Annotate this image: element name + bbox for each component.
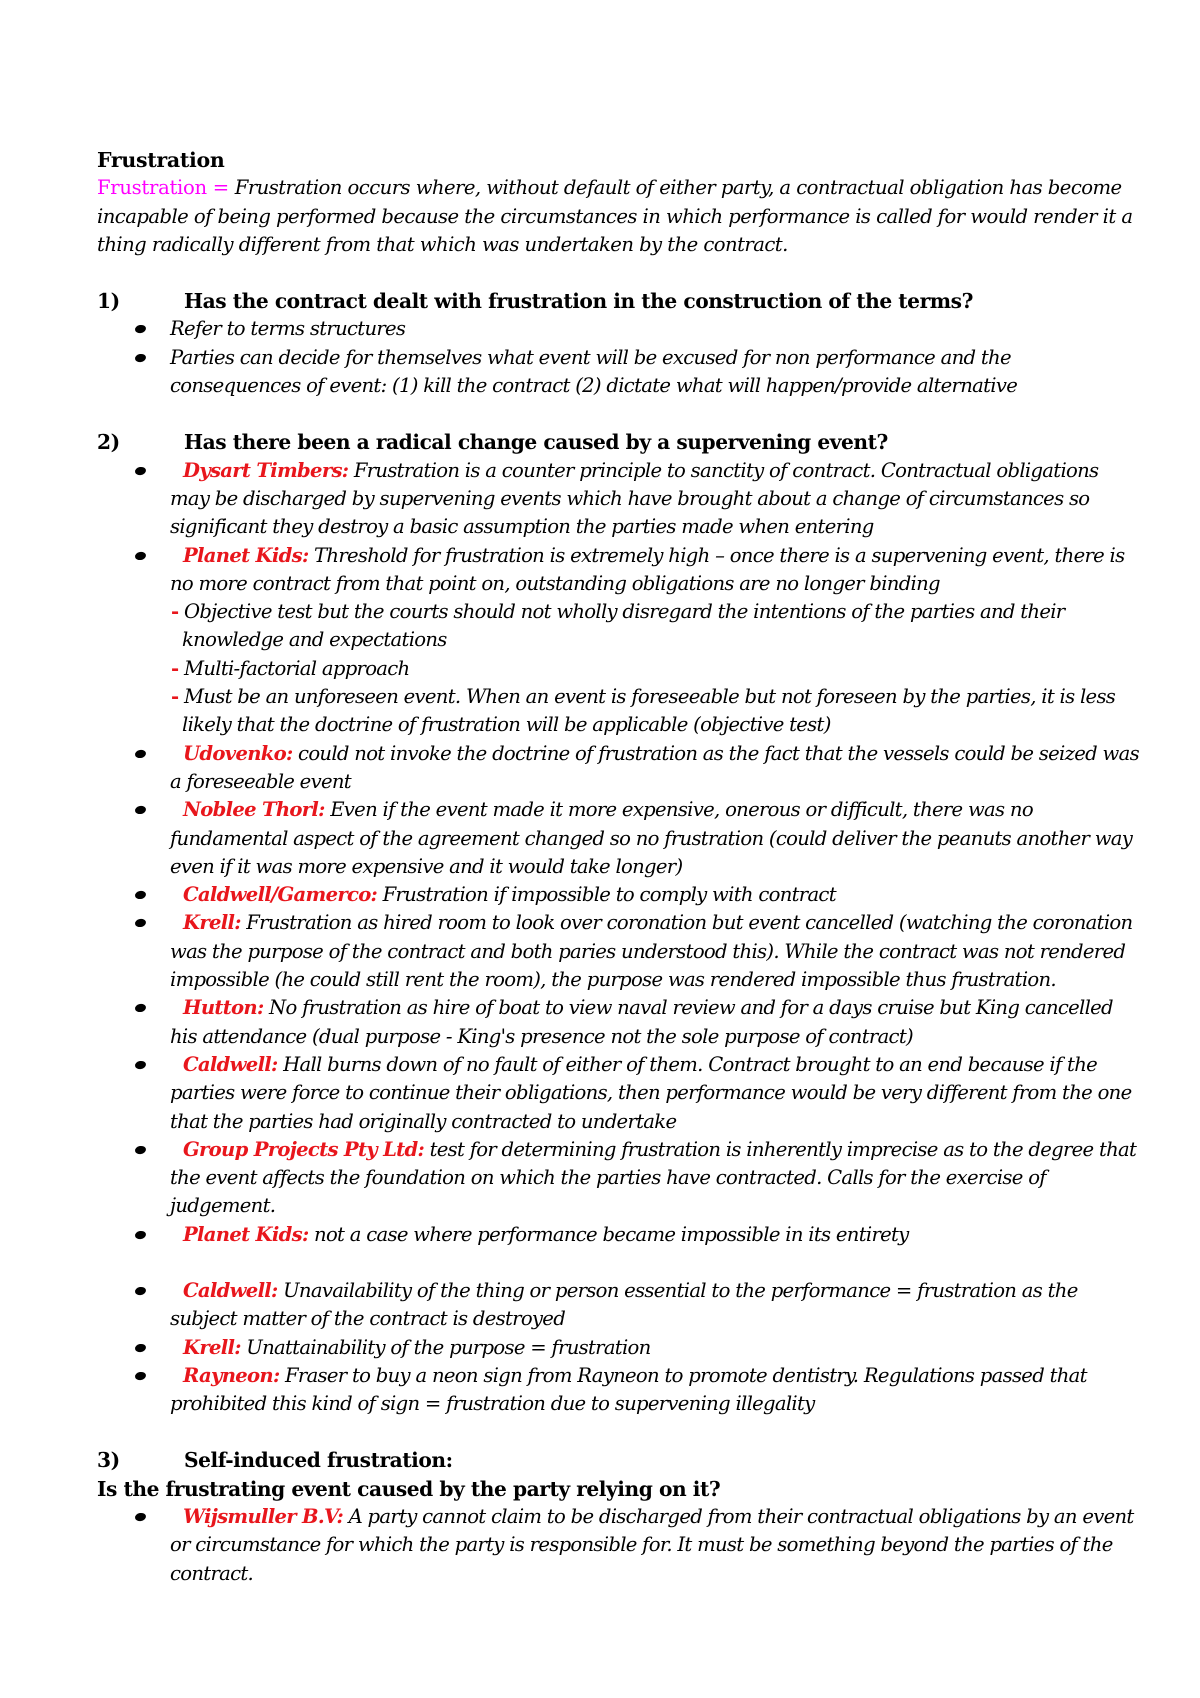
section-1-heading: [97, 287, 1142, 315]
case-item: [97, 994, 1142, 1051]
bullet-icon: [134, 325, 146, 335]
case-text: A party cannot claim to be discharged from their contractual obligations by an event or circumstance for which the party is responsible for. It must be something beyond the parties of the contract.: [170, 1505, 1134, 1585]
case-name: Dysart Timbers:: [183, 458, 349, 482]
case-text: could not invoke the doctrine of frustration as the fact that the vessels could be seized was a foreseeable event: [170, 741, 1139, 793]
section-title: Has the contract dealt with frustration in the construction of the terms?: [184, 289, 973, 314]
bullet-icon: [134, 1371, 146, 1381]
case-name: Group Projects Pty Ltd:: [183, 1137, 425, 1161]
case-text: Even if the event made it more expensive, onerous or difficult, there was no fundamental aspect of the agreement changed so no frustration (could deliver the peanuts another way even if it was more expensive and it would take longer): [170, 798, 1133, 878]
section-number: 1): [97, 289, 120, 314]
section-2-list: [97, 457, 1142, 598]
case-item: [97, 1051, 1142, 1136]
case-item: [97, 1362, 1142, 1419]
bullet-icon: [134, 1286, 146, 1296]
section-number: 3): [97, 1448, 120, 1473]
section-3-list: [97, 1503, 1142, 1588]
section-number: 2): [97, 430, 120, 455]
dash-text: Objective test but the courts should not wholly disregard the intentions of the parties and their knowledge and expectations: [182, 600, 1065, 652]
definition-term: Frustration =: [97, 176, 235, 200]
bullet-icon: [134, 919, 146, 929]
case-item: [97, 1334, 1142, 1362]
section-2-list-continued: [97, 740, 1142, 1249]
dash-text: Multi-factorial approach: [183, 656, 410, 680]
case-item: [97, 881, 1142, 909]
dash-text: Must be an unforeseen event. When an event is foreseeable but not foreseen by the parties, it is less likely that the doctrine of frustration will be applicable (objective test): [182, 685, 1116, 737]
case-name: Rayneon:: [183, 1363, 280, 1387]
case-text: Frustration if impossible to comply with contract: [377, 883, 836, 907]
case-text: No frustration as hire of boat to view naval review and for a days cruise but King cancelled his attendance (dual purpose - King's presence not the sole purpose of contract): [170, 996, 1113, 1048]
bullet-icon: [134, 466, 146, 476]
case-item: [97, 542, 1142, 599]
bullet-icon: [134, 551, 146, 561]
case-item: [97, 457, 1142, 542]
section-1-list: [97, 315, 1142, 400]
bullet-icon: [134, 1060, 146, 1070]
bullet-icon: [134, 1343, 146, 1353]
case-name: Caldwell/Gamerco:: [183, 883, 378, 907]
item-text: Refer to terms structures: [170, 317, 406, 341]
bullet-icon: [134, 353, 146, 363]
bullet-icon: [134, 805, 146, 815]
item-text: Parties can decide for themselves what event will be excused for non performance and the consequences of event: (1) kill the contract (2) dictate what will happen/provide alternative: [170, 345, 1018, 398]
section-title: Self-induced frustration:: [184, 1448, 453, 1473]
case-name: Krell:: [183, 911, 241, 935]
list-item: [97, 344, 1142, 401]
case-name: Planet Kids:: [183, 1222, 309, 1246]
case-text: Hall burns down of no fault of either of them. Contract brought to an end because if the parties were force to continue their obligations, then performance would be very different from the one that the parties had originally contracted to undertake: [170, 1052, 1132, 1133]
case-item: [97, 1136, 1142, 1221]
case-name: Udovenko:: [183, 741, 293, 765]
dash-item: [97, 655, 1142, 683]
bullet-icon: [134, 1145, 146, 1155]
page-title: Frustration: [97, 148, 225, 172]
dash-mark: -: [171, 600, 179, 624]
case-name: Noblee Thorl:: [183, 798, 325, 822]
bullet-icon: [134, 1512, 146, 1522]
definition-paragraph: [97, 174, 1142, 259]
dash-item: [97, 683, 1142, 740]
section-3-subheading: Is the frustrating event caused by the party relying on it?: [97, 1476, 721, 1501]
case-item: [97, 1503, 1142, 1588]
dash-item: [97, 598, 1142, 655]
list-item: [97, 315, 1142, 343]
case-text: Frustration as hired room to look over coronation but event cancelled (watching the coronation was the purpose of the contract and both paries understood this). While the contract was not rendered impossible (he could still rent the room), the purpose was rendered impossible thus frustration.: [170, 911, 1133, 992]
case-item: [97, 796, 1142, 881]
document-body: [97, 146, 1142, 1588]
case-name: Planet Kids:: [183, 543, 309, 567]
case-text: Threshold for frustration is extremely high – once there is a supervening event, there is no more contract from that point on, outstanding obligations are no longer binding: [170, 543, 1125, 595]
definition-text: Frustration occurs where, without default of either party, a contractual obligation has become incapable of being performed because the circumstances in which performance is called for would render it a thing radically different from that which was undertaken by the contract.: [97, 176, 1133, 256]
bullet-icon: [134, 890, 146, 900]
case-name: Wijsmuller B.V:: [183, 1505, 344, 1529]
section-2-list-final: [97, 1277, 1142, 1418]
dash-mark: -: [171, 656, 179, 680]
bullet-icon: [134, 1003, 146, 1013]
case-name: Caldwell:: [183, 1052, 278, 1076]
case-text: Frustration is a counter principle to sanctity of contract. Contractual obligations may be discharged by supervening events which have brought about a change of circumstances so significant they destroy a basic assumption the parties made when entering: [170, 458, 1099, 539]
case-name: Caldwell:: [183, 1278, 278, 1302]
section-3-heading: [97, 1446, 1142, 1474]
case-text: Fraser to buy a neon sign from Rayneon to promote dentistry. Regulations passed that prohibited this kind of sign = frustration due to supervening illegality: [170, 1363, 1087, 1416]
bullet-icon: [134, 749, 146, 759]
case-item: [97, 909, 1142, 994]
dash-mark: -: [171, 685, 179, 709]
case-item: [97, 740, 1142, 797]
case-text: Unavailability of the thing or person essential to the performance = frustration as the subject matter of the contract is destroyed: [170, 1278, 1078, 1331]
case-text: Unattainability of the purpose = frustration: [240, 1335, 651, 1359]
bullet-icon: [134, 1230, 146, 1240]
section-title: Has there been a radical change caused by a supervening event?: [184, 430, 888, 455]
case-item: [97, 1221, 1142, 1249]
case-name: Hutton:: [183, 996, 264, 1020]
case-name: Krell:: [183, 1335, 241, 1359]
case-text: not a case where performance became impossible in its entirety: [308, 1222, 909, 1246]
case-text: test for determining frustration is inherently imprecise as to the degree that the event affects the foundation on which the parties have contracted. Calls for the exercise of judgement.: [170, 1137, 1137, 1218]
section-2-heading: [97, 428, 1142, 456]
case-item: [97, 1277, 1142, 1334]
